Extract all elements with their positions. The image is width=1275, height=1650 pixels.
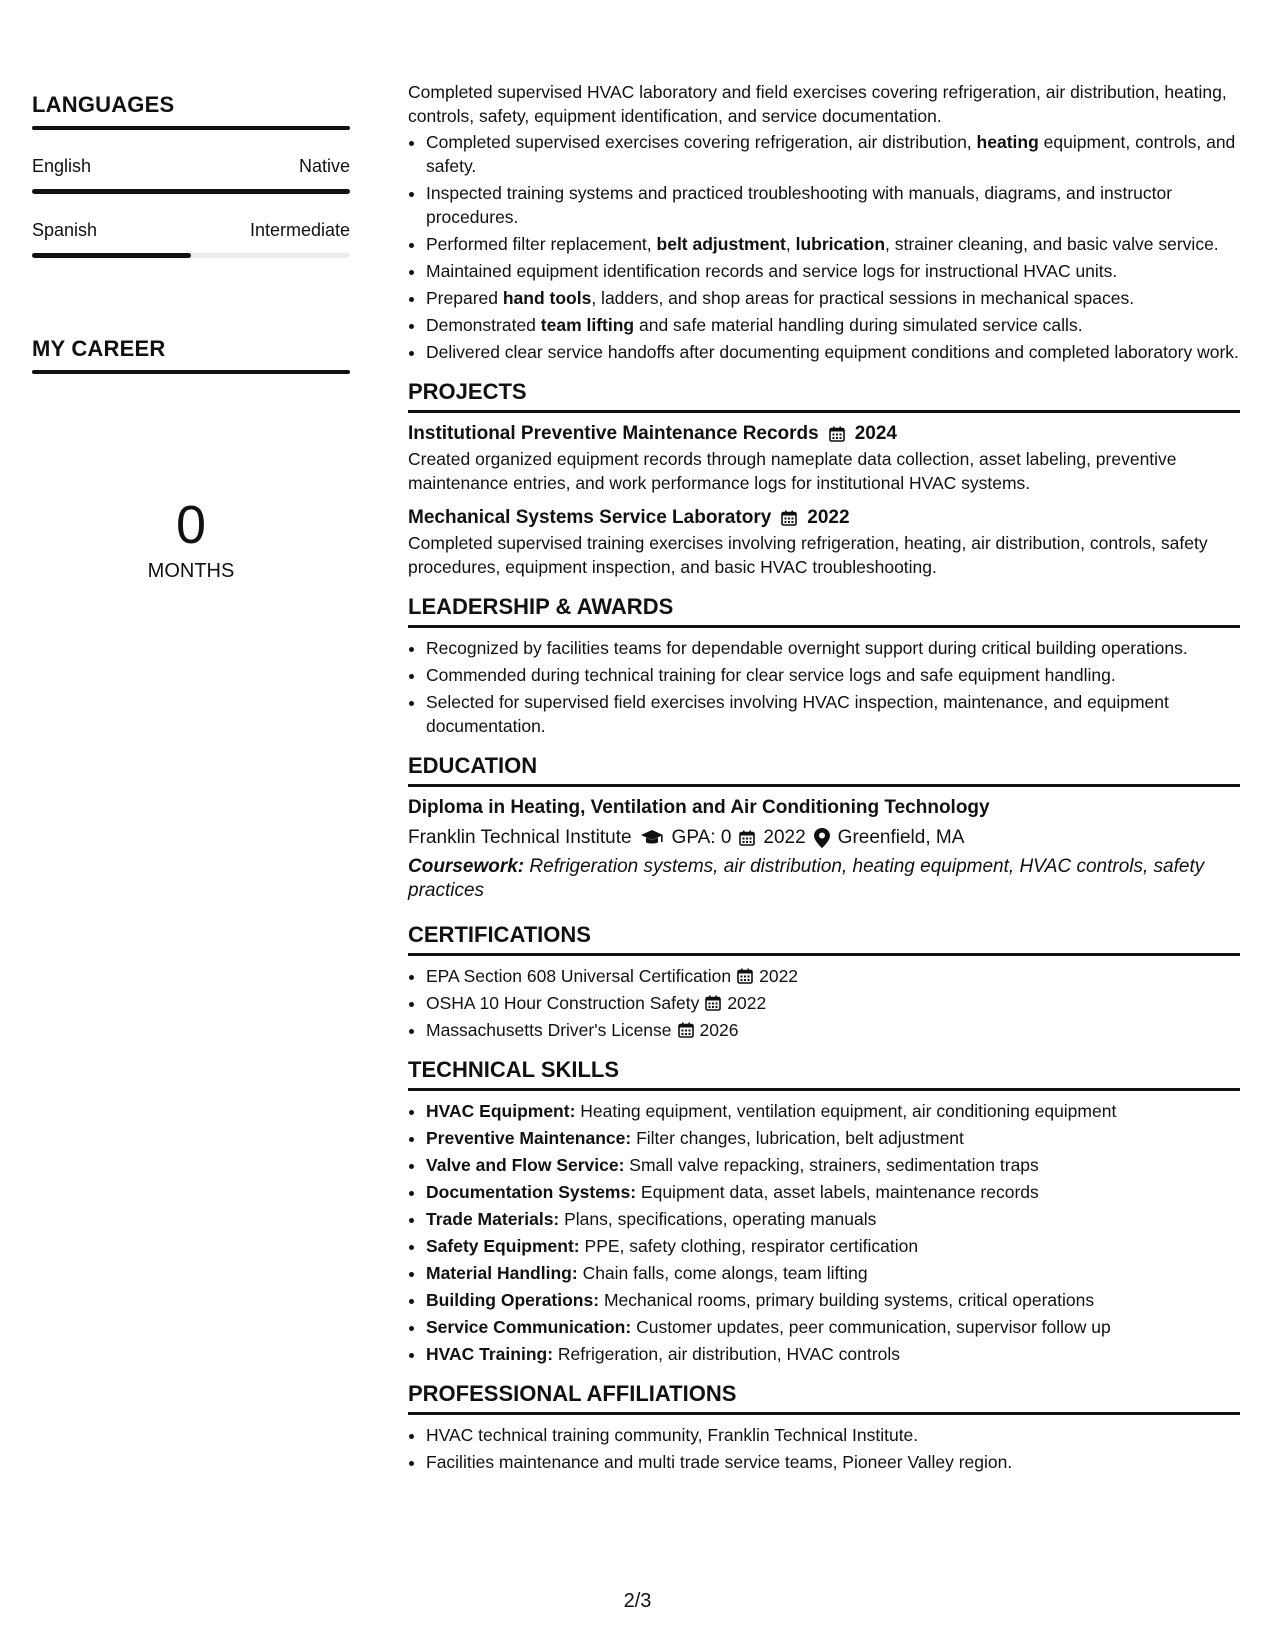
experience-summary: Completed supervised HVAC laboratory and field exercises covering refrigeration, air distribution, heating, controls, safety, equipment identification, and service documentation.	[408, 82, 1227, 126]
graduation-cap-icon	[640, 829, 664, 847]
skill-text: Mechanical rooms, primary building systems, critical operations	[603, 1290, 1095, 1310]
bullet-text: equipment, controls, and safety.	[426, 132, 1236, 176]
school-name: Franklin Technical Institute	[408, 827, 632, 848]
languages-rule	[32, 126, 350, 130]
section-rule	[408, 1088, 1240, 1091]
skills-list	[408, 1099, 1240, 1366]
gpa: GPA: 0	[671, 827, 732, 848]
experience-continuation	[408, 80, 1240, 364]
calendar-icon	[781, 510, 797, 526]
bullet-keyword: heating	[976, 132, 1039, 152]
career-rule	[32, 370, 350, 374]
calendar-icon	[829, 426, 845, 442]
language-proficiency-fill	[32, 253, 191, 258]
section-rule	[408, 953, 1240, 956]
skill-item	[426, 1261, 1240, 1285]
experience-bullet	[426, 130, 1240, 178]
project-name: Mechanical Systems Service Laboratory	[408, 507, 772, 528]
project-year: 2022	[807, 507, 850, 528]
affiliations-title: PROFESSIONAL AFFILIATIONS	[408, 1381, 737, 1406]
list-item: • Facilities maintenance and multi trade service teams, Pioneer Valley region.	[426, 1450, 1240, 1474]
bullet-text: Completed supervised exercises covering refrigeration, air distribution,	[426, 132, 977, 152]
skill-text: Small valve repacking, strainers, sedimentation traps	[629, 1155, 1039, 1175]
bullet-text: Demonstrated	[426, 315, 541, 335]
skill-text: Heating equipment, ventilation equipment, air conditioning equipment	[580, 1101, 1117, 1121]
experience-bullet	[426, 286, 1240, 310]
certification-year: 2026	[699, 1020, 739, 1040]
project-item	[408, 505, 1240, 579]
certification-name: • OSHA 10 Hour Construction Safety	[426, 993, 700, 1013]
language-level: Intermediate	[249, 220, 350, 240]
language-item	[32, 220, 350, 258]
certification-name: • EPA Section 608 Universal Certification	[426, 966, 732, 986]
list-item: • Commended during technical training for clear service logs and safe equipment handling.	[426, 663, 1240, 687]
certification-year: 2022	[727, 993, 767, 1013]
calendar-icon	[705, 995, 721, 1011]
skill-text: Chain falls, come alongs, team lifting	[582, 1263, 868, 1283]
bullet-text: , ladders, and shop areas for practical sessions in mechanical spaces.	[591, 288, 1135, 308]
skill-text: PPE, safety clothing, respirator certification	[584, 1236, 919, 1256]
language-name: Spanish	[32, 220, 98, 240]
bullet-text: Maintained equipment identification records and service logs for instructional HVAC units.	[426, 261, 1118, 281]
project-description: Completed supervised training exercises involving refrigeration, heating, air distribution, controls, safety procedures, equipment inspection, and basic HVAC troubleshooting.	[408, 533, 1208, 577]
education-title: EDUCATION	[408, 753, 538, 778]
bullet-text: Inspected training systems and practiced troubleshooting with manuals, diagrams, and instructor procedures.	[426, 183, 1173, 227]
skill-item	[426, 1234, 1240, 1258]
section-rule	[408, 1412, 1240, 1415]
section-rule	[408, 410, 1240, 413]
career-title: MY CAREER	[32, 336, 166, 361]
coursework-text: Refrigeration systems, air distribution, heating equipment, HVAC controls, safety practices	[408, 856, 1205, 901]
graduation-year: 2022	[763, 827, 806, 848]
certifications-section	[408, 921, 1240, 1042]
career-months-unit: MONTHS	[147, 560, 235, 582]
list-item	[426, 991, 1240, 1015]
languages-title: LANGUAGES	[32, 92, 175, 117]
skill-item	[426, 1315, 1240, 1339]
experience-bullets	[408, 130, 1240, 364]
language-proficiency-fill	[32, 189, 350, 194]
calendar-icon	[737, 968, 753, 984]
bullet-keyword: hand tools	[502, 288, 592, 308]
language-item	[32, 156, 350, 194]
language-name: English	[32, 156, 92, 176]
skill-text: Customer updates, peer communication, supervisor follow up	[636, 1317, 1111, 1337]
languages-section	[32, 92, 350, 258]
project-year: 2024	[854, 423, 897, 444]
language-proficiency-bar	[32, 189, 350, 194]
calendar-icon	[678, 1022, 694, 1038]
affiliations-list	[408, 1423, 1240, 1474]
career-months-value: 0	[175, 495, 207, 555]
leadership-title: LEADERSHIP & AWARDS	[408, 594, 674, 619]
bullet-text: and safe material handling during simulated service calls.	[634, 315, 1083, 335]
technical-skills-title: TECHNICAL SKILLS	[408, 1057, 620, 1082]
projects-section	[408, 378, 1240, 579]
list-item: • HVAC technical training community, Franklin Technical Institute.	[426, 1423, 1240, 1447]
list-item	[426, 1018, 1240, 1042]
skill-text: Equipment data, asset labels, maintenance records	[640, 1182, 1039, 1202]
project-name: Institutional Preventive Maintenance Records	[408, 423, 819, 444]
project-description: Created organized equipment records through nameplate data collection, asset labeling, preventive maintenance entries, and work performance logs for institutional HVAC systems.	[408, 449, 1177, 493]
project-item	[408, 421, 1240, 495]
skill-item	[426, 1207, 1240, 1231]
bullet-text: , strainer cleaning, and basic valve service.	[885, 234, 1219, 254]
section-rule	[408, 784, 1240, 787]
list-item: • Selected for supervised field exercises involving HVAC inspection, maintenance, and equipment documentation.	[426, 690, 1240, 738]
experience-bullet	[426, 232, 1240, 256]
experience-bullet	[426, 340, 1240, 364]
bullet-text: Performed filter replacement,	[426, 234, 657, 254]
leadership-section	[408, 593, 1240, 738]
bullet-keyword: belt adjustment	[656, 234, 786, 254]
language-level: Native	[298, 156, 350, 176]
skill-label: Documentation Systems:	[426, 1182, 637, 1202]
coursework	[408, 855, 1240, 903]
main-content	[408, 80, 1240, 1477]
coursework-label: Coursework:	[408, 856, 525, 877]
bullet-keyword: lubrication	[795, 234, 886, 254]
affiliations-section	[408, 1380, 1240, 1474]
sidebar	[32, 92, 350, 583]
map-pin-icon	[814, 828, 830, 848]
skill-label: Building Operations:	[426, 1290, 600, 1310]
certifications-title: CERTIFICATIONS	[408, 922, 591, 947]
list-item: • Recognized by facilities teams for dependable overnight support during critical building operations.	[426, 636, 1240, 660]
experience-bullet	[426, 313, 1240, 337]
skill-label: Preventive Maintenance:	[426, 1128, 632, 1148]
skill-label: Safety Equipment:	[426, 1236, 580, 1256]
skill-text: Filter changes, lubrication, belt adjustment	[636, 1128, 964, 1148]
skill-item	[426, 1342, 1240, 1366]
list-item	[426, 964, 1240, 988]
projects-title: PROJECTS	[408, 379, 527, 404]
skill-item	[426, 1288, 1240, 1312]
skill-label: HVAC Equipment:	[426, 1101, 576, 1121]
calendar-icon	[739, 830, 755, 846]
career-section	[32, 336, 350, 583]
skill-item	[426, 1099, 1240, 1123]
skill-label: Trade Materials:	[426, 1209, 560, 1229]
skill-label: HVAC Training:	[426, 1344, 554, 1364]
school-location: Greenfield, MA	[837, 827, 965, 848]
experience-bullet	[426, 181, 1240, 229]
section-rule	[408, 625, 1240, 628]
leadership-list	[408, 636, 1240, 738]
skill-label: Material Handling:	[426, 1263, 578, 1283]
page-number: 2/3	[623, 1590, 652, 1612]
bullet-text: ,	[785, 234, 796, 254]
bullet-text: Delivered clear service handoffs after documenting equipment conditions and completed laboratory work.	[426, 342, 1239, 362]
skill-label: Valve and Flow Service:	[426, 1155, 625, 1175]
experience-bullet	[426, 259, 1240, 283]
technical-skills-section	[408, 1056, 1240, 1366]
skill-text: Plans, specifications, operating manuals	[564, 1209, 877, 1229]
degree-title: Diploma in Heating, Ventilation and Air Conditioning Technology	[408, 797, 990, 818]
education-section	[408, 752, 1240, 903]
education-meta	[408, 825, 1240, 851]
skill-text: Refrigeration, air distribution, HVAC controls	[557, 1344, 900, 1364]
certification-name: • Massachusetts Driver's License	[426, 1020, 672, 1040]
bullet-text: Prepared	[426, 288, 503, 308]
certification-year: 2022	[759, 966, 799, 986]
language-proficiency-bar	[32, 253, 350, 258]
skill-label: Service Communication:	[426, 1317, 632, 1337]
bullet-keyword: team lifting	[540, 315, 635, 335]
skill-item	[426, 1126, 1240, 1150]
skill-item	[426, 1180, 1240, 1204]
skill-item	[426, 1153, 1240, 1177]
certifications-list	[408, 964, 1240, 1042]
